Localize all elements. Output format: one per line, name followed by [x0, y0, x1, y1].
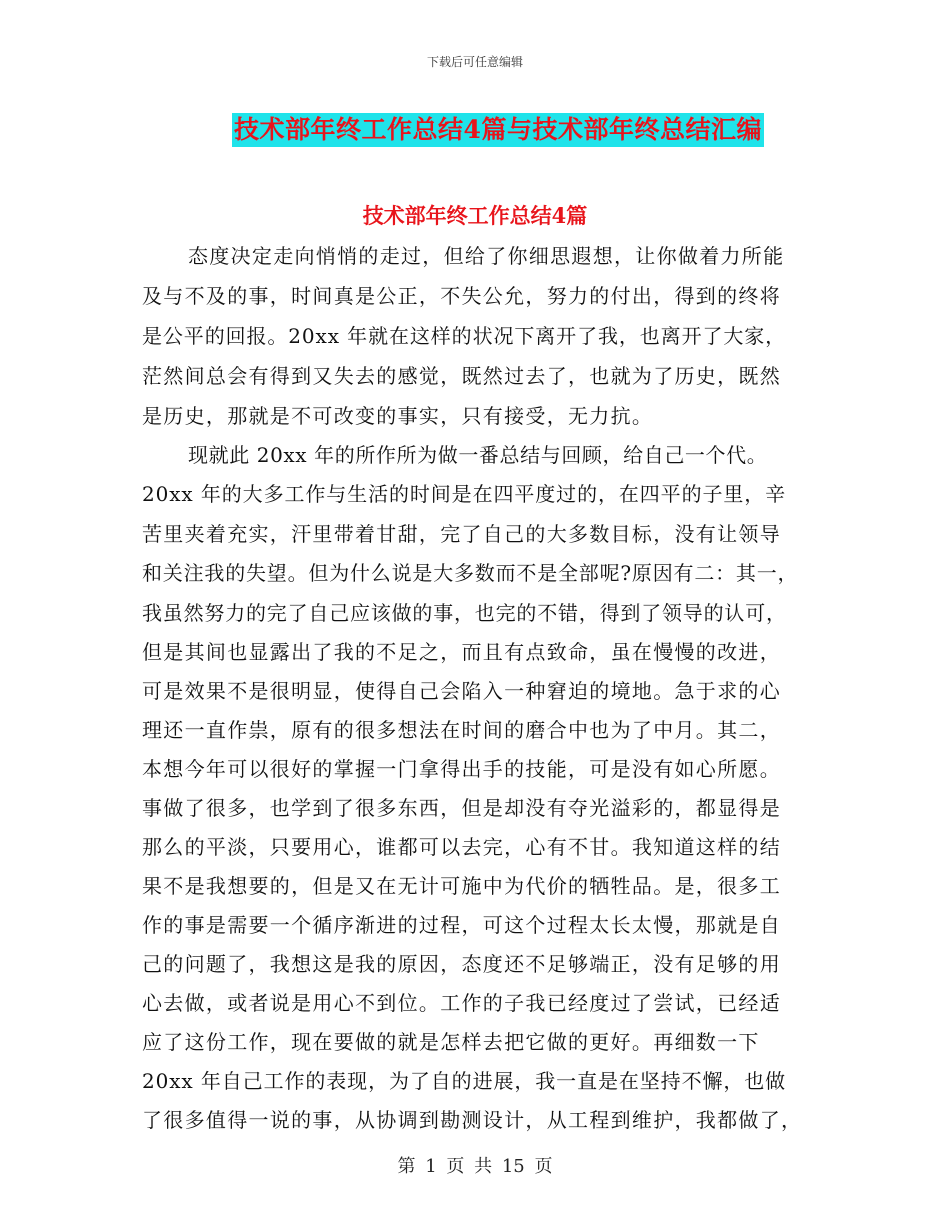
document-title-text: 技术部年终工作总结4篇与技术部年终总结汇编	[232, 113, 764, 147]
body-line: 本想今年可以很好的掌握一门拿得出手的技能，可是没有如心所愿。	[142, 757, 781, 781]
body-line: 应了这份工作，现在要做的就是怎样去把它做的更好。再细数一下	[142, 1030, 760, 1054]
body-line: 苦里夹着充实，汗里带着甘甜，完了自己的大多数目标，没有让领导	[142, 522, 781, 546]
body-line: 及与不及的事，时间真是公正，不失公允，努力的付出，得到的终将	[142, 284, 781, 308]
body-line: 己的问题了，我想这是我的原因，态度还不足够端正，没有足够的用	[142, 952, 781, 976]
body-line: 态度决定走向悄悄的走过，但给了你细思遐想，让你做着力所能	[188, 244, 785, 268]
body-line: 了很多值得一说的事，从协调到勘测设计，从工程到维护，我都做了，	[142, 1108, 803, 1132]
body-line: 作的事是需要一个循序渐进的过程，可这个过程太长太慢，那就是自	[142, 913, 781, 937]
body-line: 那么的平淡，只要用心，谁都可以去完，心有不甘。我知道这样的结	[142, 835, 781, 859]
body-line: 茫然间总会有得到又失去的感觉，既然过去了，也就为了历史，既然	[142, 364, 781, 388]
section-title: 技术部年终工作总结4篇	[362, 203, 588, 228]
body-line: 事做了很多，也学到了很多东西，但是却没有夺光溢彩的，都显得是	[142, 796, 781, 820]
body-line: 是历史，那就是不可改变的事实，只有接受，无力抗。	[142, 404, 654, 428]
body-line: 和关注我的失望。但为什么说是大多数而不是全部呢?原因有二：其一，	[142, 561, 799, 585]
body-line: 理还一直作祟，原有的很多想法在时间的磨合中也为了中月。其二，	[142, 718, 781, 742]
document-title	[0, 113, 950, 147]
body-line: 现就此 20xx 年的所作所为做一番总结与回顾，给自己一个代。	[188, 443, 768, 467]
body-line: 但是其间也显露出了我的不足之，而且有点致命，虽在慢慢的改进，	[142, 640, 781, 664]
page-header-note: 下载后可任意编辑	[426, 55, 523, 69]
body-line: 果不是我想要的，但是又在无计可施中为代价的牺牲品。是，很多工	[142, 874, 781, 898]
body-line: 我虽然努力的完了自己应该做的事，也完的不错，得到了领导的认可，	[142, 601, 787, 625]
body-line: 20xx 年自己工作的表现，为了自的进展，我一直是在坚持不懈，也做	[142, 1069, 787, 1093]
body-line: 20xx 年的大多工作与生活的时间是在四平度过的，在四平的子里，辛	[142, 482, 787, 506]
body-line: 可是效果不是很明显，使得自己会陷入一种窘迫的境地。急于求的心	[142, 679, 781, 703]
body-line: 心去做，或者说是用心不到位。工作的子我已经度过了尝试，已经适	[142, 991, 781, 1015]
body-line: 是公平的回报。20xx 年就在这样的状况下离开了我，也离开了大家，	[142, 324, 787, 348]
page-number: 第 1 页 共 15 页	[397, 1156, 553, 1177]
